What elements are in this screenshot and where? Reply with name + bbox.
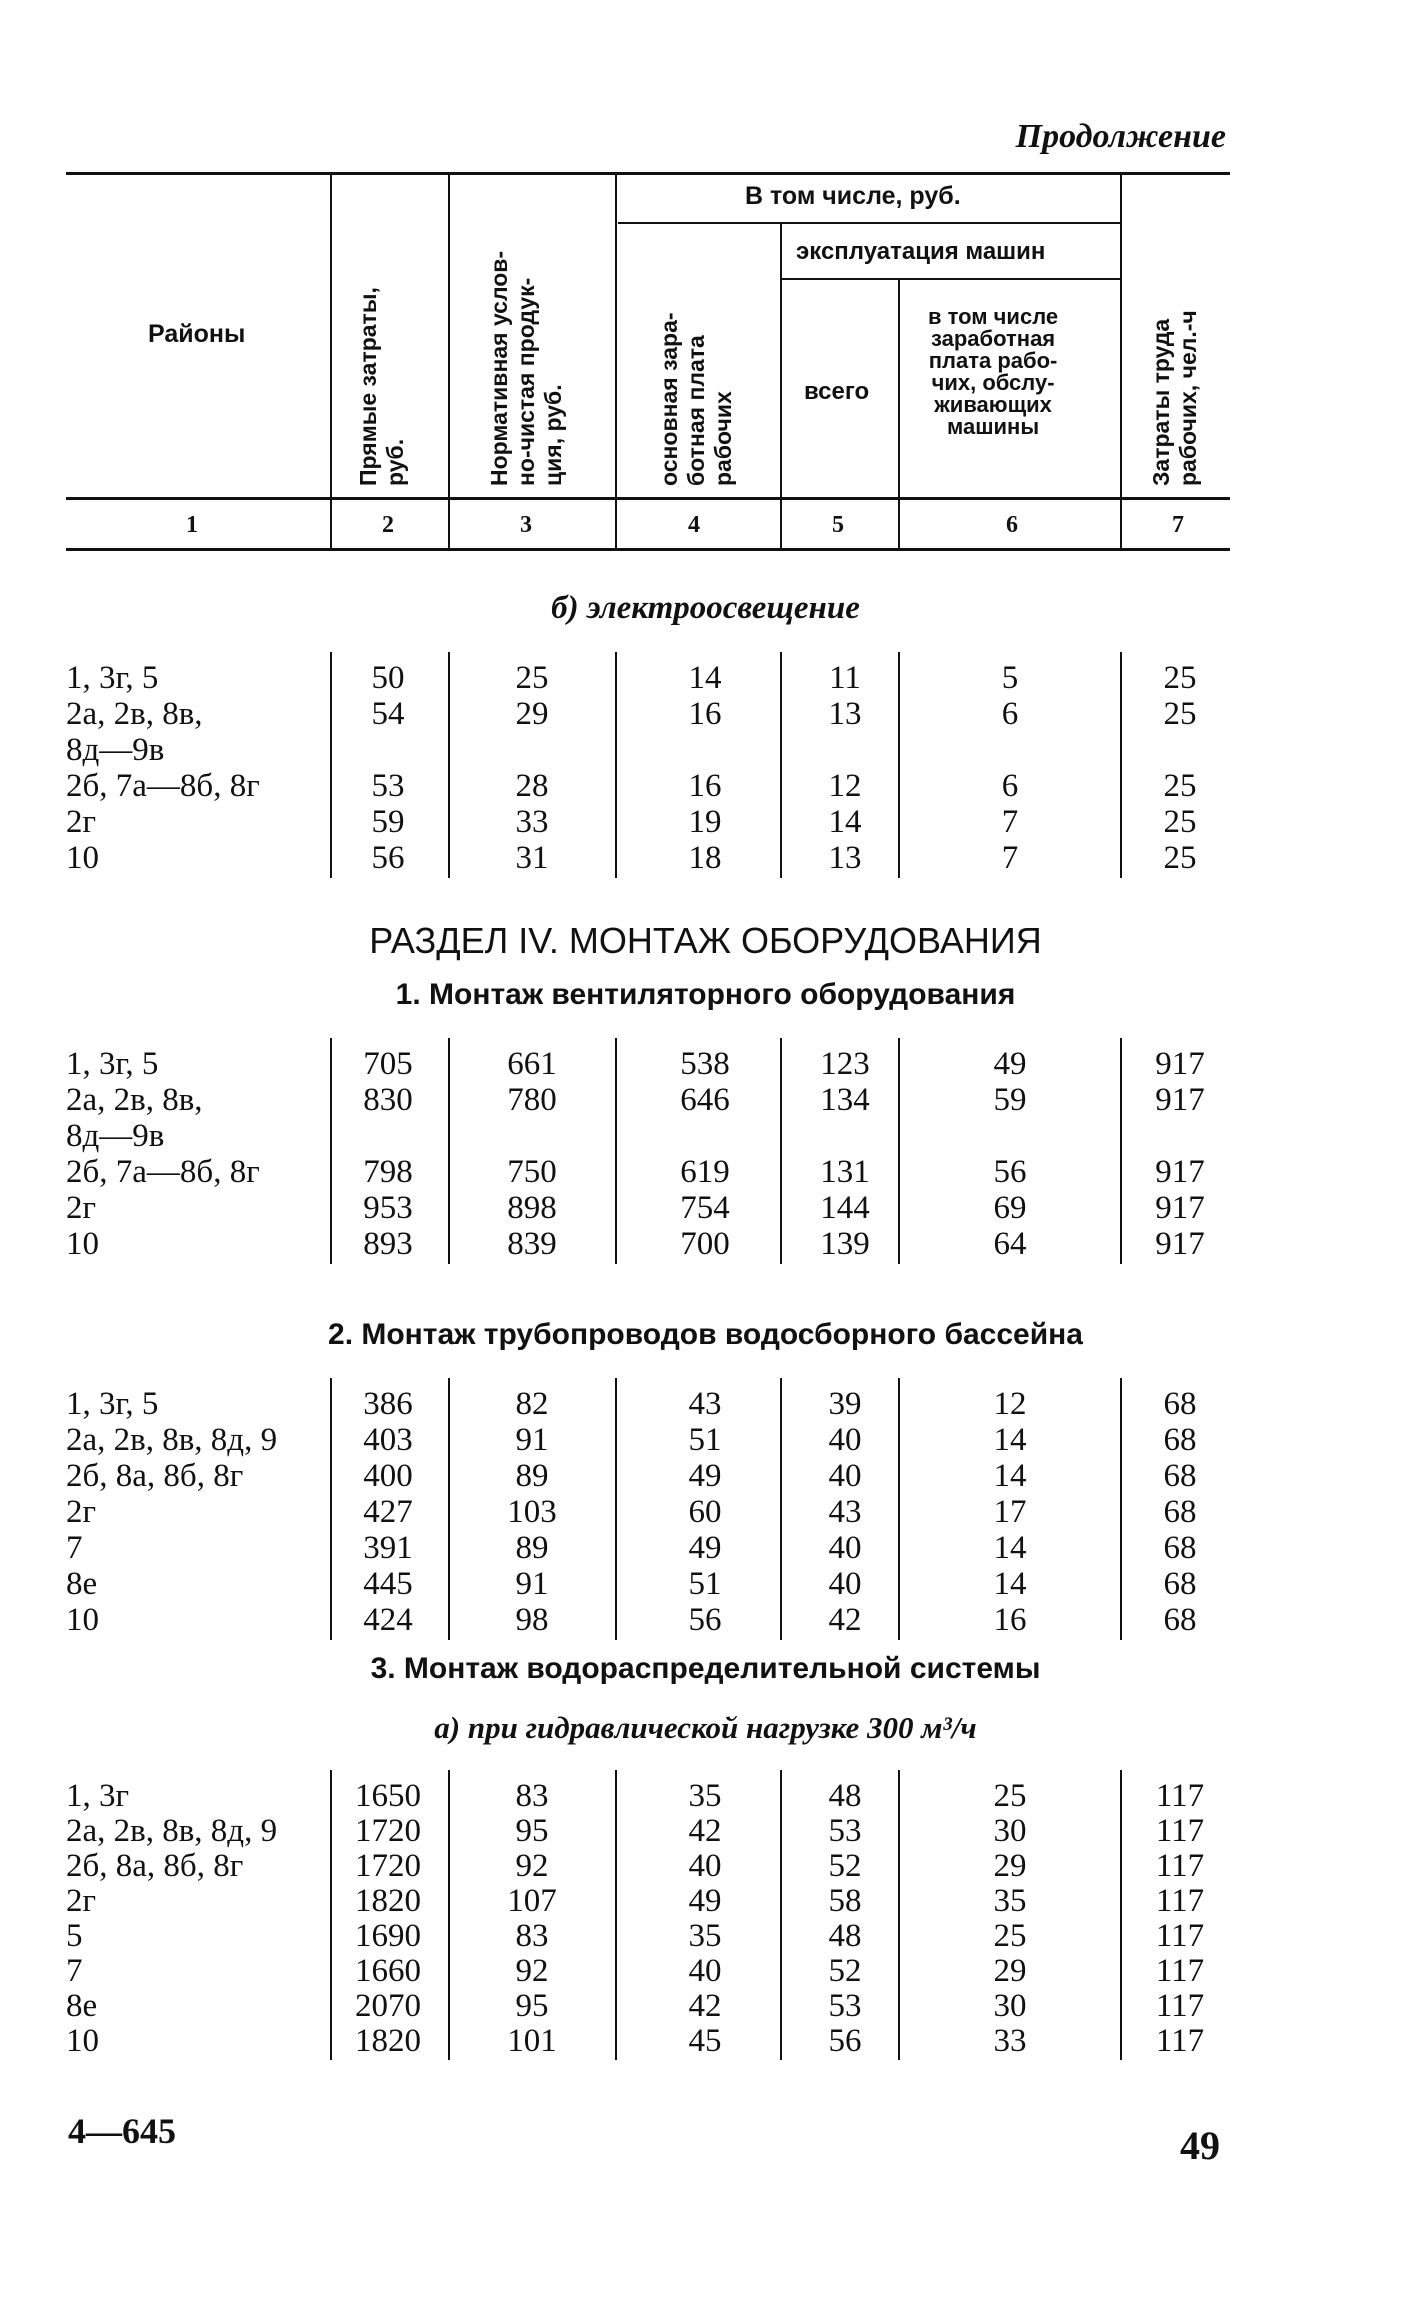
value-cell: 40	[688, 1953, 722, 1989]
value-cell: 91	[515, 1566, 549, 1602]
column-separator	[330, 1378, 332, 1640]
column-separator	[448, 1770, 450, 2060]
value-cell: 646	[680, 1082, 730, 1118]
value-cell: 16	[688, 696, 722, 732]
value-cell: 40	[828, 1422, 862, 1458]
colnum-3: 3	[520, 512, 532, 538]
sub2-title: 2. Монтаж трубопроводов водосборного бассейна	[328, 1318, 1083, 1351]
value-cell: 48	[828, 1918, 862, 1954]
table-row	[0, 1883, 1411, 1919]
region-cell: 7	[66, 1953, 83, 1989]
value-cell: 68	[1163, 1530, 1197, 1566]
table-row	[0, 1848, 1411, 1884]
colnum-4: 4	[688, 512, 700, 538]
value-cell: 917	[1155, 1226, 1205, 1262]
value-cell: 14	[993, 1566, 1027, 1602]
table-row	[0, 1602, 1411, 1638]
value-cell: 30	[993, 1813, 1027, 1849]
region-cell: 1, 3г, 5	[66, 1046, 159, 1082]
value-cell: 917	[1155, 1154, 1205, 1190]
value-cell: 25	[1163, 696, 1197, 732]
value-cell: 780	[507, 1082, 557, 1118]
table-row	[0, 1813, 1411, 1849]
value-cell: 52	[828, 1848, 862, 1884]
table-row	[0, 1386, 1411, 1422]
value-cell: 56	[688, 1602, 722, 1638]
colnum-bottom-rule	[66, 548, 1230, 551]
region-cell: 2г	[66, 1883, 97, 1919]
hdr-vline-4	[780, 224, 782, 550]
value-cell: 51	[688, 1566, 722, 1602]
header-machine-workers-wage: в том числе заработная плата рабо- чих, обслу- живающих машины	[928, 304, 1059, 439]
value-cell: 60	[688, 1494, 722, 1530]
value-cell: 117	[1155, 1988, 1205, 2024]
region-cell: 2а, 2в, 8в, 8д, 9	[66, 1422, 278, 1458]
value-cell: 68	[1163, 1422, 1197, 1458]
table-row	[0, 804, 1411, 840]
column-separator	[615, 1038, 617, 1264]
region-cell: 2а, 2в, 8в,	[66, 1082, 203, 1118]
value-cell: 35	[688, 1778, 722, 1814]
value-cell: 42	[688, 1813, 722, 1849]
value-cell: 19	[688, 804, 722, 840]
table-row	[0, 1530, 1411, 1566]
column-separator	[615, 1770, 617, 2060]
value-cell: 95	[515, 1988, 549, 2024]
region-cell: 2б, 7а—8б, 8г	[66, 768, 260, 804]
value-cell: 1690	[355, 1918, 421, 1954]
header-labor-costs: Затраты труда рабочих, чел.-ч	[1148, 310, 1201, 486]
value-cell: 69	[993, 1190, 1027, 1226]
value-cell: 2070	[355, 1988, 421, 2024]
value-cell: 53	[371, 768, 405, 804]
hdr-vline-1	[330, 174, 332, 550]
hdr-vline-6	[1120, 174, 1122, 550]
header-in-that-number: В том числе, руб.	[745, 182, 961, 210]
table-row	[0, 1458, 1411, 1494]
table-row	[0, 1082, 1411, 1118]
table-row	[0, 1953, 1411, 1989]
value-cell: 391	[363, 1530, 413, 1566]
value-cell: 400	[363, 1458, 413, 1494]
value-cell: 42	[828, 1602, 862, 1638]
value-cell: 619	[680, 1154, 730, 1190]
region-cell: 2г	[66, 804, 97, 840]
column-separator	[1120, 1038, 1122, 1264]
value-cell: 898	[507, 1190, 557, 1226]
column-separator	[780, 1378, 782, 1640]
value-cell: 445	[363, 1566, 413, 1602]
value-cell: 14	[993, 1458, 1027, 1494]
table-row	[0, 660, 1411, 696]
region-cell: 2б, 7а—8б, 8г	[66, 1154, 260, 1190]
value-cell: 40	[828, 1566, 862, 1602]
value-cell: 134	[820, 1082, 870, 1118]
value-cell: 59	[993, 1082, 1027, 1118]
value-cell: 1820	[355, 1883, 421, 1919]
value-cell: 28	[515, 768, 549, 804]
value-cell: 42	[688, 1988, 722, 2024]
value-cell: 43	[688, 1386, 722, 1422]
value-cell: 830	[363, 1082, 413, 1118]
colnum-6: 6	[1006, 512, 1018, 538]
value-cell: 25	[1163, 804, 1197, 840]
value-cell: 917	[1155, 1046, 1205, 1082]
value-cell: 56	[371, 840, 405, 876]
hdr-vline-3	[615, 174, 617, 550]
table-row	[0, 1918, 1411, 1954]
value-cell: 53	[828, 1988, 862, 2024]
value-cell: 35	[993, 1883, 1027, 1919]
value-cell: 33	[515, 804, 549, 840]
table-row	[0, 1154, 1411, 1190]
column-separator	[898, 1038, 900, 1264]
column-separator	[330, 1770, 332, 2060]
table-row	[0, 1226, 1411, 1262]
value-cell: 917	[1155, 1190, 1205, 1226]
column-separator	[780, 1038, 782, 1264]
value-cell: 5	[1001, 660, 1019, 696]
column-separator	[780, 1770, 782, 2060]
region-cell: 1, 3г	[66, 1778, 130, 1814]
value-cell: 33	[993, 2023, 1027, 2059]
value-cell: 40	[828, 1458, 862, 1494]
region-cell: 1, 3г, 5	[66, 660, 159, 696]
value-cell: 25	[1163, 660, 1197, 696]
value-cell: 68	[1163, 1566, 1197, 1602]
value-cell: 131	[820, 1154, 870, 1190]
region-cell: 2г	[66, 1494, 97, 1530]
table-row	[0, 1046, 1411, 1082]
value-cell: 89	[515, 1458, 549, 1494]
value-cell: 17	[993, 1494, 1027, 1530]
table-row	[0, 2023, 1411, 2059]
value-cell: 705	[363, 1046, 413, 1082]
value-cell: 29	[515, 696, 549, 732]
value-cell: 49	[993, 1046, 1027, 1082]
colnum-1: 1	[186, 512, 198, 538]
header-machine-ops: эксплуатация машин	[796, 238, 1046, 265]
hdr-vline-2	[448, 174, 450, 550]
value-cell: 13	[828, 696, 862, 732]
column-separator	[898, 652, 900, 878]
value-cell: 14	[993, 1422, 1027, 1458]
value-cell: 107	[507, 1883, 557, 1919]
value-cell: 25	[515, 660, 549, 696]
page-number: 49	[1180, 2123, 1220, 2168]
value-cell: 117	[1155, 1848, 1205, 1884]
value-cell: 91	[515, 1422, 549, 1458]
value-cell: 50	[371, 660, 405, 696]
value-cell: 30	[993, 1988, 1027, 2024]
value-cell: 92	[515, 1953, 549, 1989]
header-bottom-rule	[66, 497, 1230, 500]
value-cell: 1650	[355, 1778, 421, 1814]
subheader-rule-1	[618, 222, 1120, 224]
value-cell: 427	[363, 1494, 413, 1530]
region-cell: 2б, 8а, 8б, 8г	[66, 1458, 244, 1494]
table-row	[0, 1778, 1411, 1814]
footer-code: 4—645	[68, 2111, 176, 2151]
value-cell: 49	[688, 1530, 722, 1566]
column-separator	[615, 652, 617, 878]
region-cell: 10	[66, 2023, 99, 2059]
value-cell: 7	[1001, 804, 1019, 840]
value-cell: 31	[515, 840, 549, 876]
value-cell: 1660	[355, 1953, 421, 1989]
value-cell: 117	[1155, 1918, 1205, 1954]
column-separator	[1120, 1770, 1122, 2060]
value-cell: 117	[1155, 1953, 1205, 1989]
sub3-subtitle: а) при гидравлической нагрузке 300 м³/ч	[434, 1710, 977, 1745]
value-cell: 58	[828, 1883, 862, 1919]
value-cell: 16	[993, 1602, 1027, 1638]
value-cell: 6	[1001, 696, 1019, 732]
value-cell: 29	[993, 1953, 1027, 1989]
value-cell: 53	[828, 1813, 862, 1849]
region-cell: 10	[66, 1226, 99, 1262]
region-cell: 5	[66, 1918, 83, 1954]
region-cell: 2г	[66, 1190, 97, 1226]
table-row	[0, 1190, 1411, 1226]
header-base-wage: основная зара- ботная плата рабочих	[656, 312, 736, 486]
value-cell: 386	[363, 1386, 413, 1422]
column-separator	[1120, 652, 1122, 878]
value-cell: 40	[688, 1848, 722, 1884]
value-cell: 917	[1155, 1082, 1205, 1118]
table-row	[0, 696, 1411, 732]
value-cell: 49	[688, 1883, 722, 1919]
value-cell: 123	[820, 1046, 870, 1082]
value-cell: 54	[371, 696, 405, 732]
value-cell: 13	[828, 840, 862, 876]
value-cell: 35	[688, 1918, 722, 1954]
sub1-title: 1. Монтаж вентиляторного оборудования	[395, 978, 1016, 1011]
table-row	[0, 1988, 1411, 2024]
header-normative-net-output: Нормативная услов- но-чистая продук- ция, руб.	[486, 250, 566, 486]
value-cell: 48	[828, 1778, 862, 1814]
value-cell: 68	[1163, 1602, 1197, 1638]
value-cell: 39	[828, 1386, 862, 1422]
value-cell: 1720	[355, 1813, 421, 1849]
value-cell: 68	[1163, 1386, 1197, 1422]
value-cell: 56	[993, 1154, 1027, 1190]
region-cell: 2б, 8а, 8б, 8г	[66, 1848, 244, 1884]
value-cell: 68	[1163, 1458, 1197, 1494]
column-separator	[1120, 1378, 1122, 1640]
column-separator	[615, 1378, 617, 1640]
table-row	[0, 1494, 1411, 1530]
region-cell: 8е	[66, 1566, 98, 1602]
value-cell: 11	[829, 660, 861, 696]
header-total: всего	[804, 378, 870, 405]
value-cell: 1820	[355, 2023, 421, 2059]
column-separator	[448, 1038, 450, 1264]
column-separator	[780, 652, 782, 878]
value-cell: 25	[1163, 840, 1197, 876]
value-cell: 16	[688, 768, 722, 804]
table-row	[0, 768, 1411, 804]
value-cell: 45	[688, 2023, 722, 2059]
value-cell: 6	[1001, 768, 1019, 804]
value-cell: 117	[1155, 1778, 1205, 1814]
value-cell: 49	[688, 1458, 722, 1494]
table-row	[0, 732, 1411, 768]
value-cell: 59	[371, 804, 405, 840]
sub3-title: 3. Монтаж водораспределительной системы	[370, 1652, 1041, 1685]
table-row	[0, 1118, 1411, 1154]
value-cell: 144	[820, 1190, 870, 1226]
value-cell: 103	[507, 1494, 557, 1530]
colnum-7: 7	[1172, 512, 1184, 538]
hdr-vline-5	[898, 280, 900, 550]
region-cell: 8е	[66, 1988, 98, 2024]
value-cell: 14	[828, 804, 862, 840]
continuation-label: Продолжение	[1015, 118, 1226, 155]
value-cell: 893	[363, 1226, 413, 1262]
table-row	[0, 840, 1411, 876]
header-regions: Районы	[148, 320, 246, 348]
value-cell: 68	[1163, 1494, 1197, 1530]
value-cell: 700	[680, 1226, 730, 1262]
value-cell: 43	[828, 1494, 862, 1530]
value-cell: 25	[1163, 768, 1197, 804]
region-cell: 8д—9в	[66, 732, 165, 768]
value-cell: 25	[993, 1918, 1027, 1954]
value-cell: 661	[507, 1046, 557, 1082]
value-cell: 56	[828, 2023, 862, 2059]
value-cell: 953	[363, 1190, 413, 1226]
value-cell: 51	[688, 1422, 722, 1458]
value-cell: 424	[363, 1602, 413, 1638]
value-cell: 538	[680, 1046, 730, 1082]
value-cell: 64	[993, 1226, 1027, 1262]
value-cell: 117	[1155, 2023, 1205, 2059]
value-cell: 40	[828, 1530, 862, 1566]
value-cell: 89	[515, 1530, 549, 1566]
table-row	[0, 1566, 1411, 1602]
value-cell: 52	[828, 1953, 862, 1989]
value-cell: 117	[1155, 1813, 1205, 1849]
value-cell: 12	[828, 768, 862, 804]
region-cell: 10	[66, 840, 99, 876]
value-cell: 14	[993, 1530, 1027, 1566]
value-cell: 798	[363, 1154, 413, 1190]
column-separator	[330, 652, 332, 878]
header-direct-costs: Прямые затраты, руб.	[355, 287, 408, 486]
column-separator	[898, 1378, 900, 1640]
value-cell: 101	[507, 2023, 557, 2059]
column-separator	[898, 1770, 900, 2060]
value-cell: 98	[515, 1602, 549, 1638]
value-cell: 754	[680, 1190, 730, 1226]
column-separator	[448, 1378, 450, 1640]
region-cell: 8д—9в	[66, 1118, 165, 1154]
value-cell: 18	[688, 840, 722, 876]
section-b-title: б) электроосвещение	[551, 590, 860, 626]
value-cell: 1720	[355, 1848, 421, 1884]
region-cell: 7	[66, 1530, 83, 1566]
value-cell: 117	[1155, 1883, 1205, 1919]
value-cell: 839	[507, 1226, 557, 1262]
section-iv-title: РАЗДЕЛ IV. МОНТАЖ ОБОРУДОВАНИЯ	[369, 920, 1042, 961]
value-cell: 83	[515, 1918, 549, 1954]
value-cell: 139	[820, 1226, 870, 1262]
region-cell: 2а, 2в, 8в,	[66, 696, 203, 732]
value-cell: 83	[515, 1778, 549, 1814]
value-cell: 25	[993, 1778, 1027, 1814]
value-cell: 14	[688, 660, 722, 696]
value-cell: 29	[993, 1848, 1027, 1884]
colnum-2: 2	[382, 512, 394, 538]
region-cell: 2а, 2в, 8в, 8д, 9	[66, 1813, 278, 1849]
value-cell: 7	[1001, 840, 1019, 876]
value-cell: 92	[515, 1848, 549, 1884]
value-cell: 750	[507, 1154, 557, 1190]
value-cell: 403	[363, 1422, 413, 1458]
region-cell: 1, 3г, 5	[66, 1386, 159, 1422]
subheader-rule-2	[782, 278, 1120, 280]
value-cell: 95	[515, 1813, 549, 1849]
value-cell: 82	[515, 1386, 549, 1422]
column-separator	[448, 652, 450, 878]
value-cell: 12	[993, 1386, 1027, 1422]
top-rule	[66, 172, 1230, 175]
colnum-5: 5	[832, 512, 844, 538]
column-separator	[330, 1038, 332, 1264]
region-cell: 10	[66, 1602, 99, 1638]
table-row	[0, 1422, 1411, 1458]
